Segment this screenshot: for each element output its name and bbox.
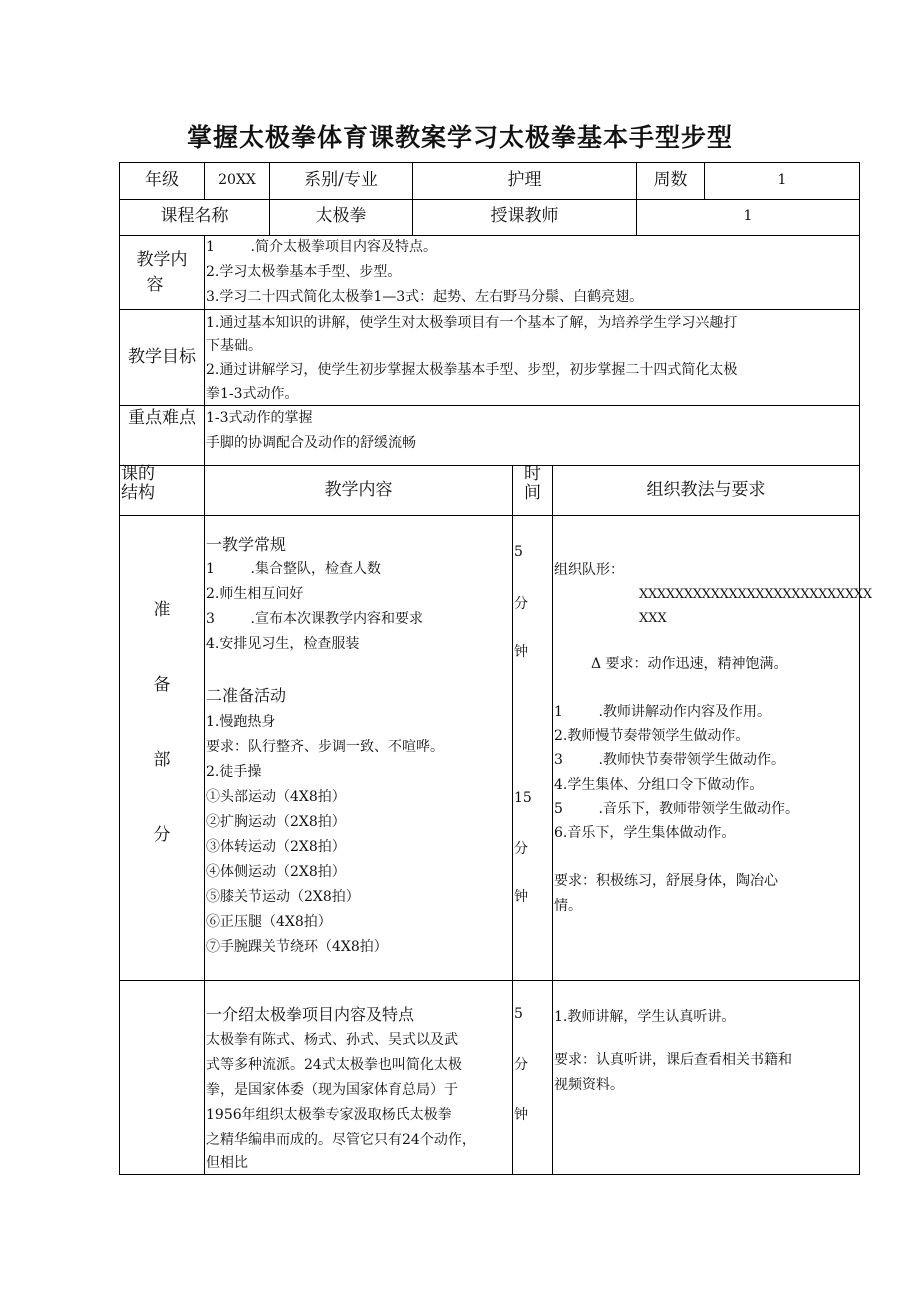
structure-header-line2: 结构 <box>121 483 155 503</box>
routine-item: 1 .集合整队，检查人数 <box>206 561 381 577</box>
teacher-label: 授课教师 <box>490 206 559 226</box>
row-divider <box>119 465 860 466</box>
warmup-item: 要求：队行整齐、步调一致、不喧哗。 <box>206 739 444 755</box>
warmup-item: ③体转运动（2X8拍） <box>206 839 346 855</box>
col-divider <box>512 465 513 1175</box>
grade-value: 20XX <box>218 172 256 188</box>
goals-line: 拳1-3式动作。 <box>206 386 299 402</box>
time-unit: 分 <box>514 1057 528 1073</box>
table-border-right <box>859 162 860 1175</box>
intro-line: 之精华编串而成的。尽管它只有24个动作， <box>206 1132 476 1148</box>
warmup-item: ④体侧运动（2X8拍） <box>206 864 346 880</box>
dept-label: 系别/专业 <box>304 170 378 190</box>
teacher-value: 1 <box>743 208 753 224</box>
col-divider <box>552 465 553 1175</box>
routine-item: 4.安排见习生，检查服装 <box>206 636 360 652</box>
keypoints-label: 重点难点 <box>128 408 196 428</box>
keypoints-line: 手脚的协调配合及动作的舒缓流畅 <box>206 435 416 451</box>
requirement-text: 要求：认真听讲，课后查看相关书籍和 <box>554 1052 792 1068</box>
intro-line: 太极拳有陈式、杨式、孙式、吴式以及武 <box>206 1032 458 1048</box>
dept-value: 护理 <box>507 170 542 190</box>
method-item: 3 .教师快节奏带领学生做动作。 <box>554 752 785 768</box>
formation-pattern: XXXXXXXXXXXXXXXXXXXXXXXXXX <box>639 587 872 602</box>
method-item: 1.教师讲解，学生认真听讲。 <box>554 1009 736 1025</box>
time-unit: 钟 <box>514 889 528 905</box>
content-item: 3.学习二十四式简化太极拳1—3式：起势、左右野马分鬃、白鹤亮翅。 <box>206 289 644 305</box>
week-label: 周数 <box>653 170 688 190</box>
requirement-text: 视频资料。 <box>554 1077 624 1093</box>
warmup-item: ⑤膝关节运动（2X8拍） <box>206 889 360 905</box>
content-header: 教学内容 <box>324 480 393 500</box>
intro-line: 1956年组织太极拳专家汲取杨氏太极拳 <box>206 1107 452 1123</box>
goals-line: 2.通过讲解学习，使学生初步掌握太极拳基本手型、步型，初步掌握二十四式简化太极 <box>206 362 738 378</box>
intro-line: 但相比 <box>206 1155 248 1171</box>
formation-label: 组织队形： <box>554 562 624 578</box>
content-item: 1 .简介太极拳项目内容及特点。 <box>206 239 437 255</box>
method-item: 2.教师慢节奏带领学生做动作。 <box>554 728 750 744</box>
table-border-bottom <box>119 1174 860 1175</box>
time-unit: 钟 <box>514 1107 528 1123</box>
warmup-item: ②扩胸运动（2X8拍） <box>206 814 346 830</box>
col-divider <box>204 235 205 465</box>
method-item: 6.音乐下，学生集体做动作。 <box>554 825 736 841</box>
course-value: 太极拳 <box>315 206 367 226</box>
goals-label: 教学目标 <box>128 347 196 367</box>
warmup-title: 二准备活动 <box>206 686 287 705</box>
method-item: 4.学生集体、分组口令下做动作。 <box>554 777 764 793</box>
warmup-item: 2.徒手操 <box>206 764 262 780</box>
intro-line: 拳，是国家体委（现为国家体育总局）于 <box>206 1082 458 1098</box>
routine-title: 一教学常规 <box>206 535 287 554</box>
requirement-text: Δ 要求：动作迅速，精神饱满。 <box>591 656 788 672</box>
row-divider <box>119 515 860 516</box>
warmup-item: ⑥正压腿（4X8拍） <box>206 914 332 930</box>
course-label: 课程名称 <box>160 206 229 226</box>
routine-item: 3 .宣布本次课教学内容和要求 <box>206 611 423 627</box>
time-value: 15 <box>514 790 532 806</box>
method-item: 5 .音乐下，教师带领学生做动作。 <box>554 801 799 817</box>
method-item: 1 .教师讲解动作内容及作用。 <box>554 704 771 720</box>
row-divider <box>119 199 860 200</box>
requirement-text: 要求：积极练习，舒展身体，陶冶心 <box>554 873 778 889</box>
col-divider <box>204 465 205 1175</box>
prep-label-char: 分 <box>153 825 171 845</box>
content-label-line2: 容 <box>146 275 164 295</box>
time-header-line2: 间 <box>524 483 541 503</box>
warmup-item: ①头部运动（4X8拍） <box>206 789 346 805</box>
content-label-line1: 教学内 <box>136 250 188 270</box>
time-value: 5 <box>514 1006 523 1022</box>
intro-title: 一介绍太极拳项目内容及特点 <box>206 1005 415 1024</box>
time-unit: 钟 <box>514 644 528 660</box>
time-header-line1: 时 <box>524 464 541 484</box>
intro-line: 式等多种流派。24式太极拳也叫简化太极 <box>206 1057 462 1073</box>
warmup-item: ⑦手腕踝关节绕环（4X8拍） <box>206 939 388 955</box>
content-item: 2.学习太极拳基本手型、步型。 <box>206 264 402 280</box>
requirement-text: 情。 <box>554 898 582 914</box>
prep-label-char: 部 <box>153 750 171 770</box>
table-border-left <box>119 162 120 1175</box>
time-value: 5 <box>514 544 523 560</box>
row-divider <box>119 980 860 981</box>
table-border-top <box>119 162 860 163</box>
structure-header-line1: 课的 <box>121 464 155 484</box>
time-unit: 分 <box>514 841 528 857</box>
routine-item: 2.师生相互问好 <box>206 586 304 602</box>
warmup-item: 1.慢跑热身 <box>206 714 276 730</box>
prep-label-char: 准 <box>153 600 171 620</box>
formation-pattern: XXX <box>639 611 667 626</box>
goals-line: 1.通过基本知识的讲解，使学生对太极拳项目有一个基本了解，为培养学生学习兴趣打 <box>206 315 738 331</box>
grade-label: 年级 <box>145 170 179 190</box>
method-header: 组织教法与要求 <box>646 480 766 500</box>
prep-label-char: 备 <box>153 675 171 695</box>
lesson-plan-table <box>119 162 872 1175</box>
goals-line: 下基础。 <box>206 338 262 354</box>
week-value: 1 <box>777 172 787 188</box>
page-title: 掌握太极拳体育课教案学习太极拳基本手型步型 <box>186 123 733 152</box>
time-unit: 分 <box>514 596 528 612</box>
keypoints-line: 1-3式动作的掌握 <box>206 410 313 426</box>
